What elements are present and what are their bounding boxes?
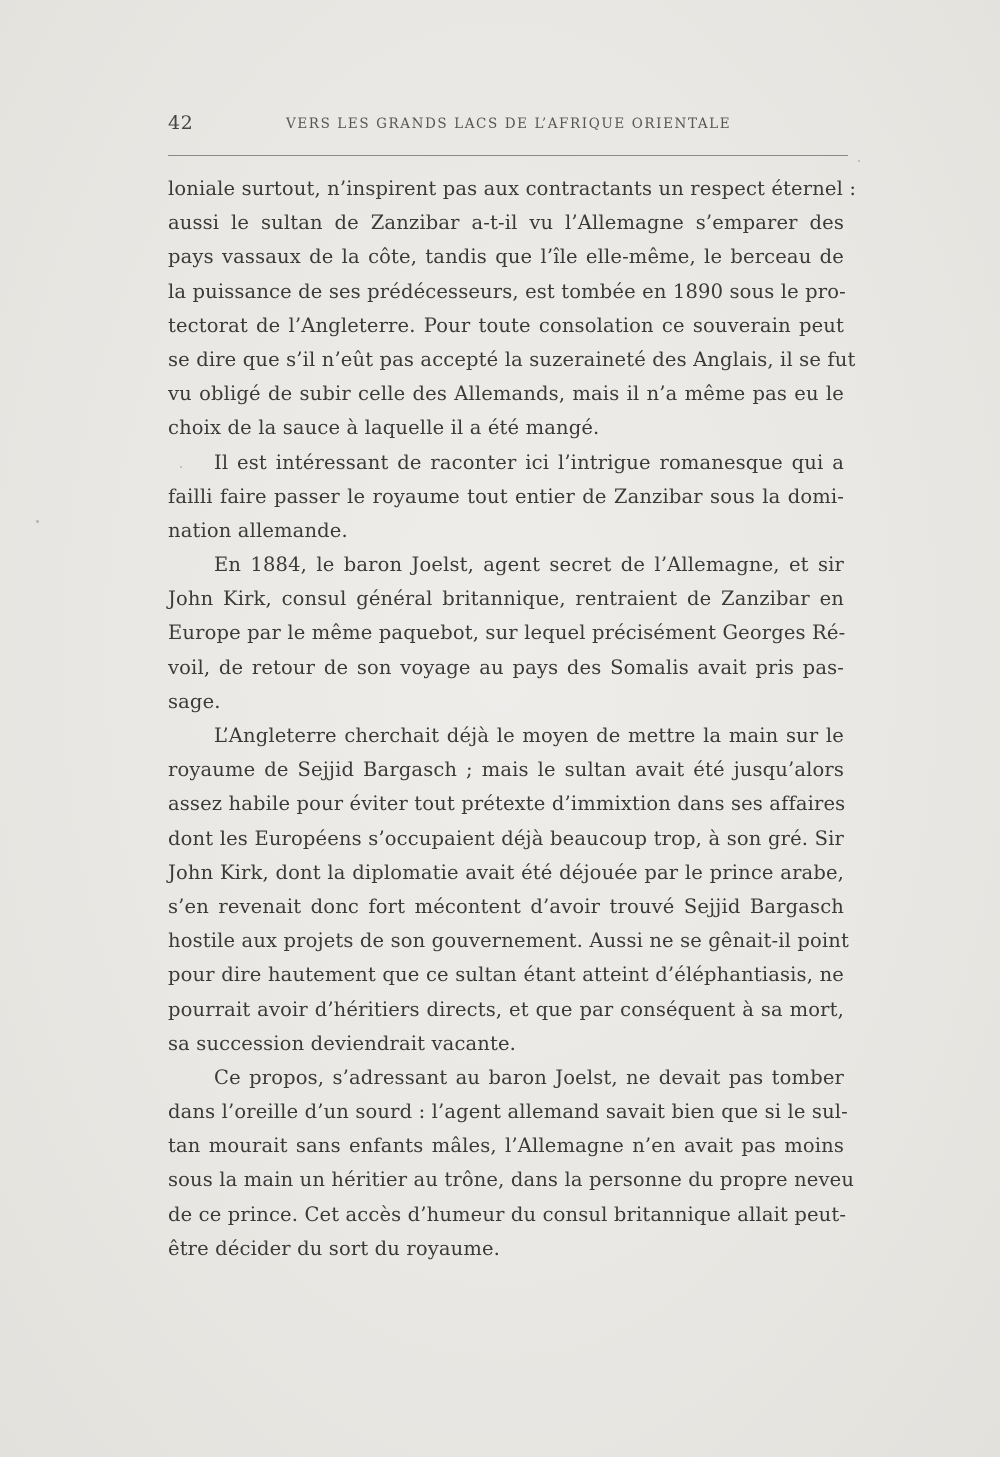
text-line: L’Angleterre cherchait déjà le moyen de mettre la main sur le [214,724,844,747]
paper-speck [858,160,860,162]
text-line: choix de la sauce à laquelle il a été mangé. [168,416,600,440]
text-line: voil, de retour de son voyage au pays des Somalis avait pris pas- [168,655,844,679]
page-number: 42 [168,112,194,134]
text-line: sage. [168,689,221,713]
text-line: se dire que s’il n’eût pas accepté la suzeraineté des Anglais, il se fut [168,347,856,371]
running-title: VERS LES GRANDS LACS DE L’AFRIQUE ORIENTALE [286,116,732,132]
text-line: sous la main un héritier au trône, dans la personne du propre neveu [168,1168,855,1192]
text-line: hostile aux projets de son gouvernement. Aussi ne se gênait-il point [168,929,849,953]
text-line: pourrait avoir d’héritiers directs, et que par conséquent à sa mort, [168,997,844,1021]
text-line: assez habile pour éviter tout prétexte d’immixtion dans ses affaires [168,792,846,816]
text-line: nation allemande. [168,518,348,542]
text-line: pour dire hautement que ce sultan étant atteint d’éléphantiasis, ne [168,963,844,987]
text-line: la puissance de ses prédécesseurs, est tombée en 1890 sous le pro- [168,279,846,303]
text-line: tectorat de l’Angleterre. Pour toute consolation ce souverain peut [168,313,844,337]
text-line: être décider du sort du royaume. [168,1236,501,1260]
text-line: John Kirk, dont la diplomatie avait été déjouée par le prince arabe, [168,860,844,884]
paper-speck [180,466,182,468]
text-line: vu obligé de subir celle des Allemands, mais il n’a même pas eu le [168,382,844,406]
text-line: failli faire passer le royaume tout entier de Zanzibar sous la domi- [168,484,844,508]
text-line: aussi le sultan de Zanzibar a-t-il vu l’Allemagne s’emparer des [168,211,844,235]
text-line: s’en revenait donc fort mécontent d’avoir trouvé Sejjid Bargasch [168,894,844,918]
running-head [168,112,843,142]
paper-speck [36,520,39,523]
text-line: de ce prince. Cet accès d’humeur du consul britannique allait peut- [168,1202,847,1226]
text-line: loniale surtout, n’inspirent pas aux contractants un respect éternel : [168,177,857,200]
text-line: dans l’oreille d’un sourd : l’agent allemand savait bien que si le sul- [168,1100,848,1124]
text-line: Il est intéressant de raconter ici l’intrigue romanesque qui a [214,450,844,474]
text-line: Europe par le même paquebot, sur lequel précisément Georges Ré- [168,621,846,645]
text-line: En 1884, le baron Joelst, agent secret de l’Allemagne, et sir [214,553,844,577]
body-text [168,172,857,1266]
text-line: tan mourait sans enfants mâles, l’Allemagne n’en avait pas moins [168,1134,844,1158]
text-line: Ce propos, s’adressant au baron Joelst, ne devait pas tomber [214,1065,844,1089]
text-line: dont les Européens s’occupaient déjà beaucoup trop, à son gré. Sir [168,826,844,850]
text-line: pays vassaux de la côte, tandis que l’île elle-même, le berceau de [168,245,844,269]
header-rule [168,155,848,156]
text-line: sa succession deviendrait vacante. [168,1031,517,1055]
text-line: John Kirk, consul général britannique, rentraient de Zanzibar en [168,587,844,611]
text-line: royaume de Sejjid Bargasch ; mais le sultan avait été jusqu’alors [168,758,844,782]
